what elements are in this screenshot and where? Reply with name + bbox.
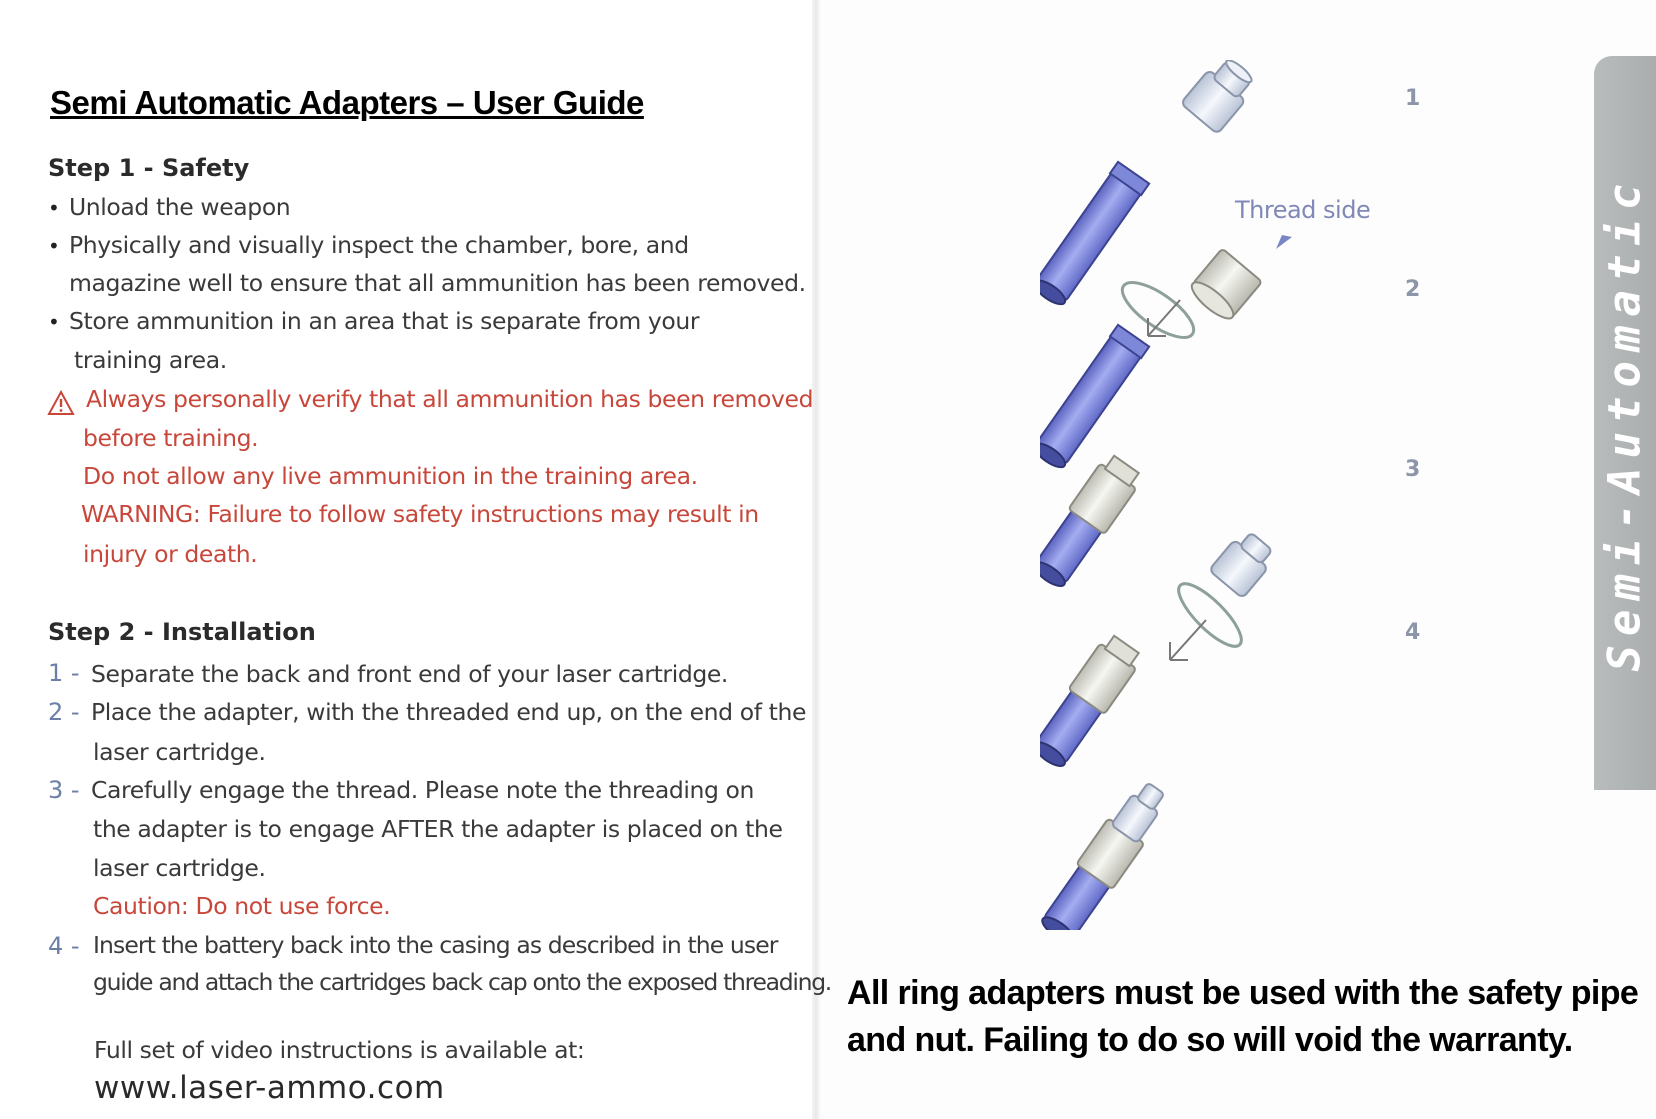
step1-bullet-1: Unload the weapon <box>69 193 291 221</box>
thread-side-label: Thread side <box>1235 196 1371 224</box>
step2-heading: Step 2 - Installation <box>48 618 316 646</box>
document-title: Semi Automatic Adapters – User Guide <box>50 84 644 121</box>
step1-bullet-2: Physically and visually inspect the chamber, bore, and <box>69 231 689 259</box>
warning-line-1: Always personally verify that all ammunition has been removed <box>86 385 814 413</box>
cartridge-part-5 <box>1040 632 1144 773</box>
warranty-note <box>847 970 1647 1064</box>
warranty-line-1: All ring adapters must be used with the safety pipe <box>847 974 1639 1012</box>
warning-line-3: Do not allow any live ammunition in the training area. <box>83 462 698 490</box>
step2-item-1: Separate the back and front end of your laser cartridge. <box>91 660 728 688</box>
step2-num-1: 1 - <box>48 659 80 687</box>
step2-item-4: Insert the battery back into the casing as described in the user <box>93 931 778 959</box>
warranty-line-2: and nut. Failing to do so will void the warranty. <box>847 1021 1573 1059</box>
cartridge-part-4 <box>1040 452 1144 593</box>
insert-arrow-4 <box>1170 620 1206 660</box>
bullet-marker: • <box>48 196 60 220</box>
step2-num-2: 2 - <box>48 698 80 726</box>
step2-item-2-cont: laser cartridge. <box>93 738 266 766</box>
step1-bullet-2-cont: magazine well to ensure that all ammunition has been removed. <box>69 269 806 297</box>
bullet-marker: • <box>48 234 60 258</box>
assembly-diagram <box>1040 60 1360 930</box>
website-link[interactable]: www.laser-ammo.com <box>94 1070 445 1106</box>
video-note: Full set of video instructions is available at: <box>94 1036 585 1064</box>
nut-part-4 <box>1209 527 1279 598</box>
bullet-marker: • <box>48 310 60 334</box>
cartridge-part-3 <box>1040 325 1149 472</box>
step2-num-3: 3 - <box>48 776 80 804</box>
step1-bullet-3: Store ammunition in an area that is separate from your <box>69 307 700 335</box>
diagram-step-3: 3 <box>1405 457 1421 482</box>
side-tab-label: Semi-Automatic <box>1599 174 1651 672</box>
diagram-step-1: 1 <box>1405 86 1421 111</box>
step2-item-3: Carefully engage the thread. Please note the threading on <box>91 776 755 804</box>
warning-triangle-icon <box>47 390 75 416</box>
step1-heading: Step 1 - Safety <box>48 154 250 182</box>
diagram-step-2: 2 <box>1405 277 1421 302</box>
step2-item-4-cont: guide and attach the cartridges back cap onto the exposed threading. <box>93 968 831 996</box>
warning-line-4: WARNING: Failure to follow safety instructions may result in <box>81 500 759 528</box>
thread-side-arrow-icon <box>1274 233 1294 251</box>
step2-item-3-cont-1: the adapter is to engage AFTER the adapter is placed on the <box>93 815 783 843</box>
warning-line-5: injury or death. <box>83 540 258 568</box>
caution-text: Caution: Do not use force. <box>93 892 391 920</box>
page-fold <box>812 0 820 1119</box>
step2-item-2: Place the adapter, with the threaded end up, on the end of the <box>91 698 807 726</box>
warning-line-2: before training. <box>83 424 259 452</box>
section-side-tab <box>1594 56 1656 790</box>
assembled-cartridge <box>1040 776 1174 930</box>
step1-bullet-3-cont: training area. <box>74 346 227 374</box>
step2-item-3-cont-2: laser cartridge. <box>93 854 266 882</box>
diagram-step-4: 4 <box>1405 620 1421 645</box>
adapter-ring-2 <box>1187 248 1262 324</box>
step2-num-4: 4 - <box>48 932 80 960</box>
nut-part-1 <box>1181 60 1261 134</box>
cartridge-part-2 <box>1040 162 1149 309</box>
